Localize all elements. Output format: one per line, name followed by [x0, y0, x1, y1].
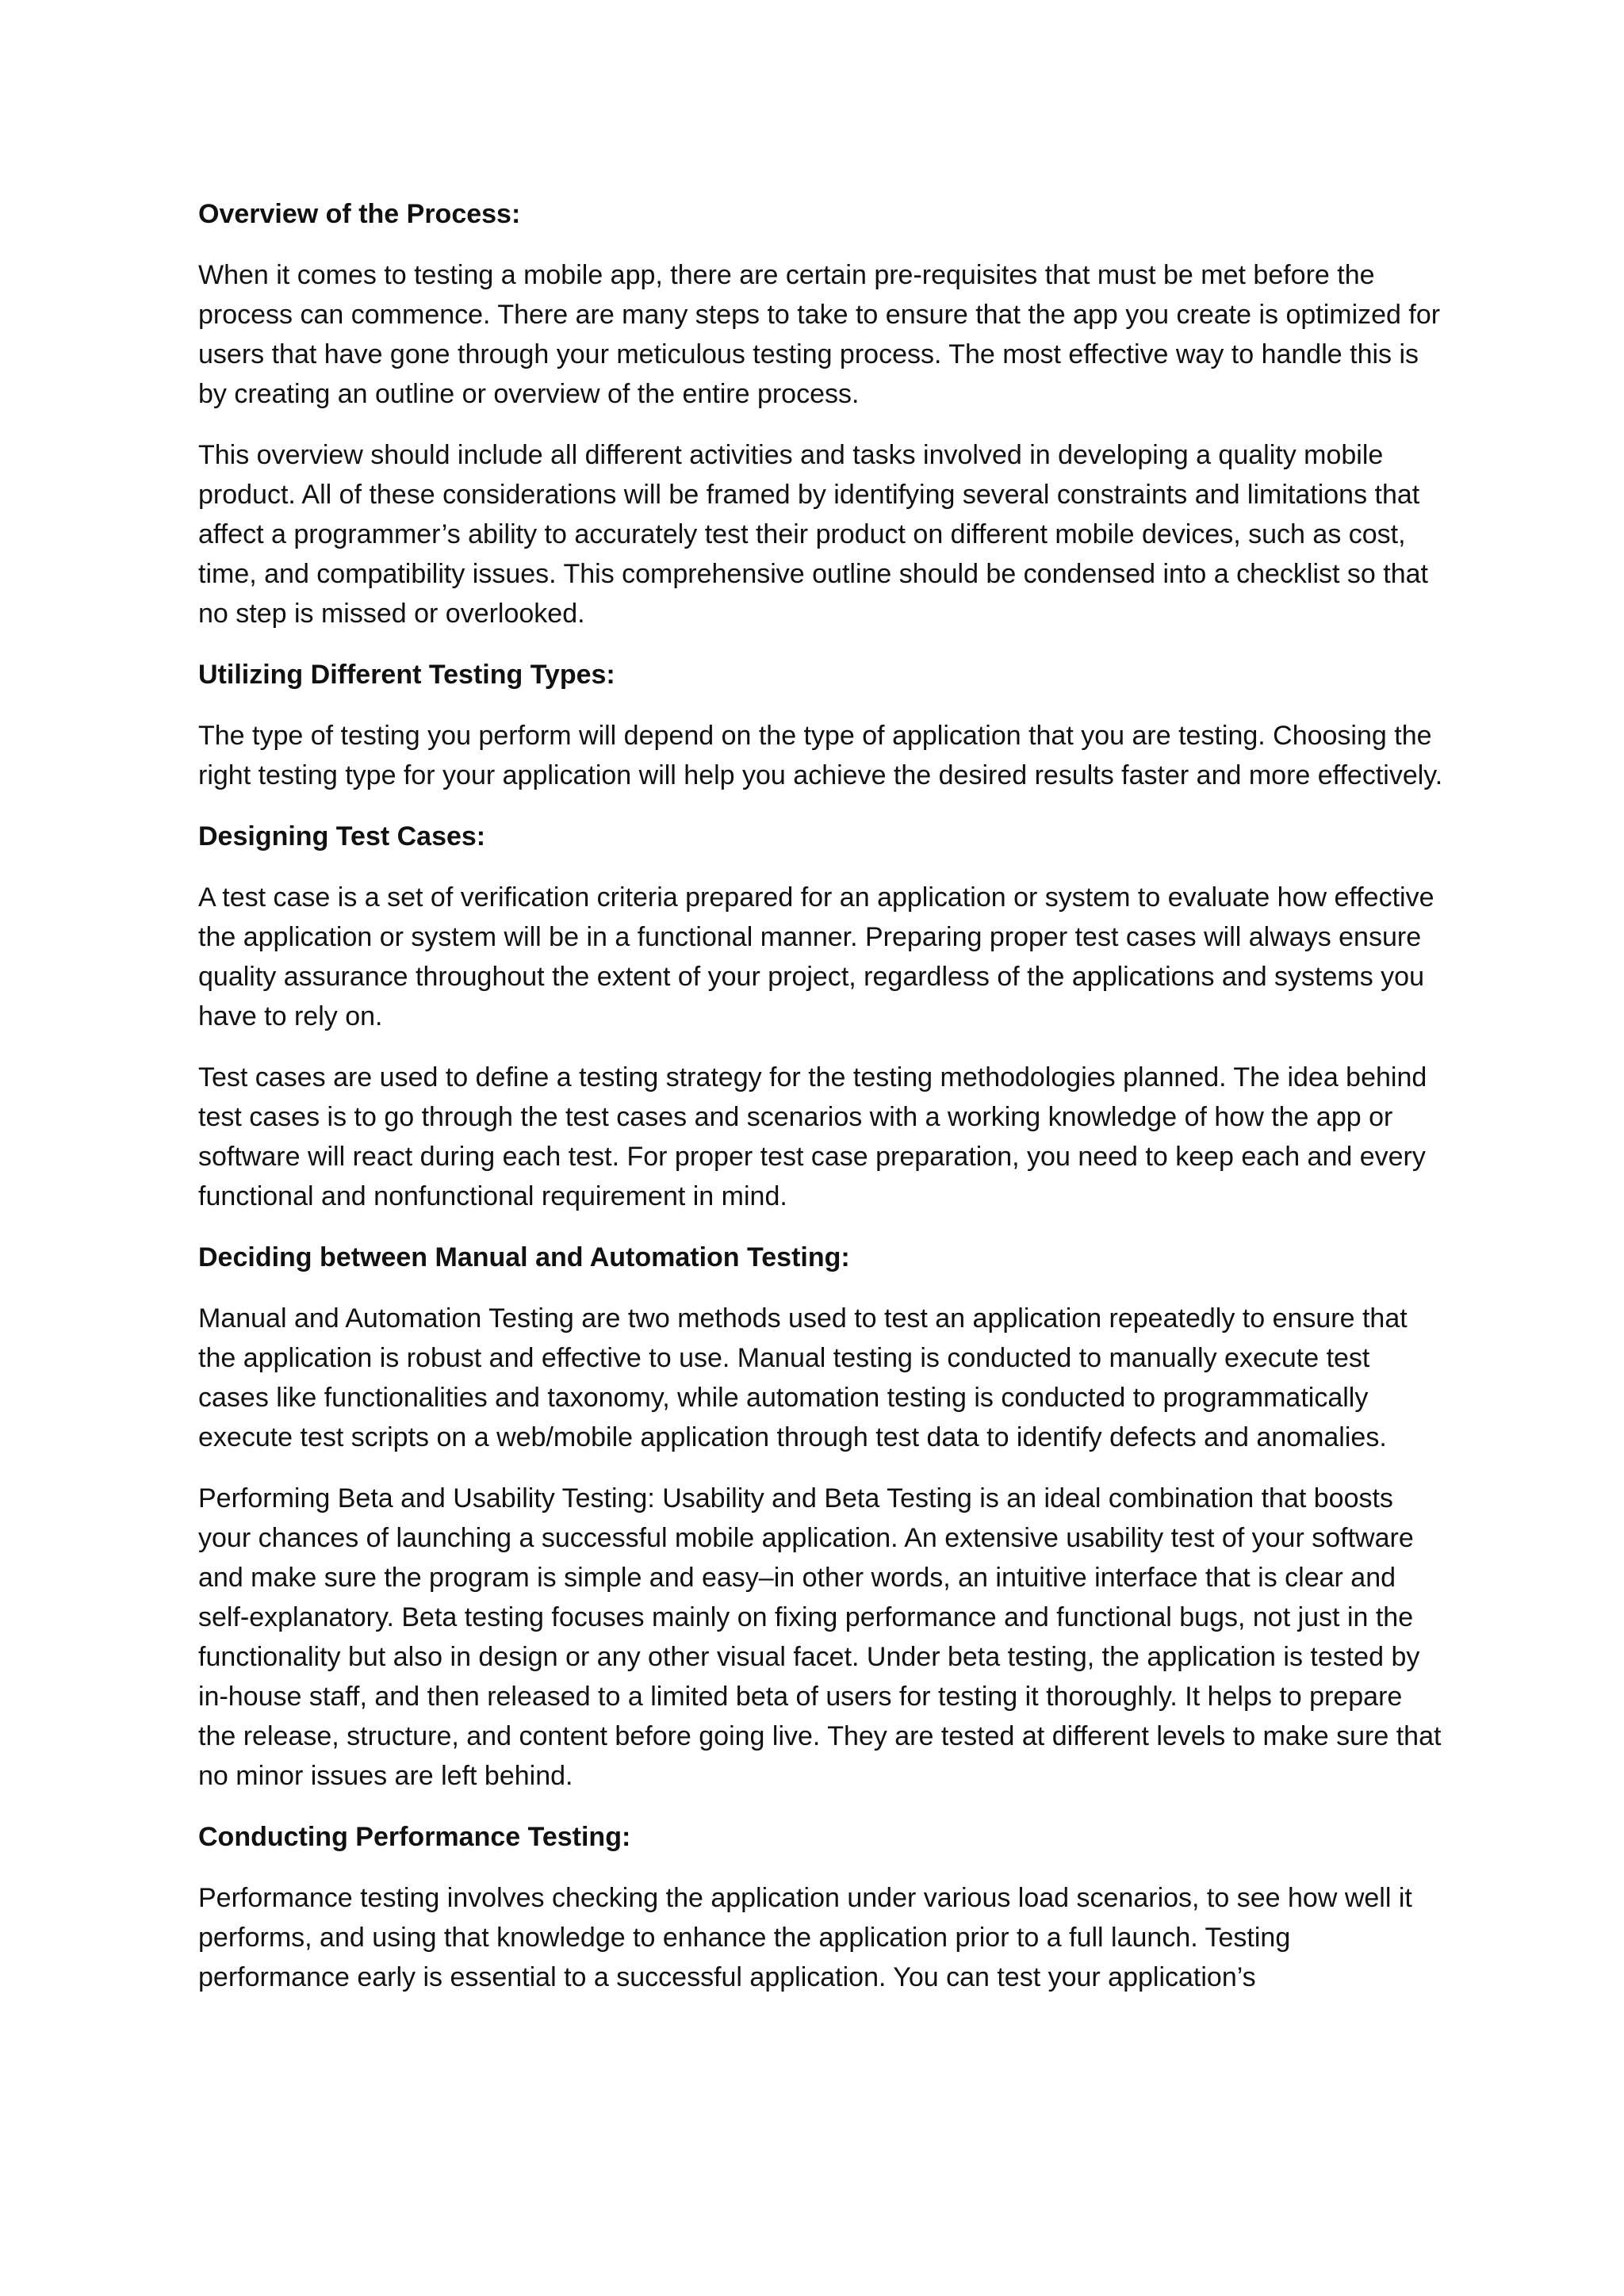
paragraph: A test case is a set of verification criteria prepared for an application or system to evaluate how effective the application or system will be in a functional manner. Preparing proper test cases will always ensure quality assurance throughout the extent of your project, regardless of the applications and systems you have to rely on. [198, 882, 1434, 1031]
section-test-cases [198, 817, 1443, 1216]
section-heading: Utilizing Different Testing Types: [198, 660, 615, 690]
paragraph: Performance testing involves checking the application under various load scenarios, to see how well it performs, and using that knowledge to enhance the application prior to a full launch. Testing performance early is essential to a successful application. You can test your application’s [198, 1883, 1412, 1992]
paragraph: When it comes to testing a mobile app, there are certain pre-requisites that must be met before the process can commence. There are many steps to take to ensure that the app you create is optimized for users that have gone through your meticulous testing process. The most effective way to handle this is by creating an outline or overview of the entire process. [198, 260, 1441, 409]
section-heading: Conducting Performance Testing: [198, 1822, 631, 1852]
document-body [198, 194, 1443, 2019]
paragraph: The type of testing you perform will depend on the type of application that you are testing. Choosing the right testing type for your application will help you achieve the desired results faster and more effectively. [198, 721, 1443, 790]
paragraph: Performing Beta and Usability Testing: Usability and Beta Testing is an ideal combination that boosts your chances of launching a successful mobile application. An extensive usability test of your software and make sure the program is simple and easy–in other words, an intuitive interface that is clear and self-explanatory. Beta testing focuses mainly on fixing performance and functional bugs, not just in the functionality but also in design or any other visual facet. Under beta testing, the application is tested by in-house staff, and then released to a limited beta of users for testing it thoroughly. It helps to prepare the release, structure, and content before going live. They are tested at different levels to make sure that no minor issues are left behind. [198, 1483, 1442, 1791]
section-heading: Deciding between Manual and Automation Testing: [198, 1242, 850, 1272]
section-overview [198, 194, 1443, 633]
paragraph: Manual and Automation Testing are two methods used to test an application repeatedly to ensure that the application is robust and effective to use. Manual testing is conducted to manually execute test cases like functionalities and taxonomy, while automation testing is conducted to programmatically execute test scripts on a web/mobile application through test data to identify defects and anomalies. [198, 1303, 1408, 1452]
section-heading: Designing Test Cases: [198, 821, 486, 851]
paragraph: Test cases are used to define a testing strategy for the testing methodologies planned. The idea behind test cases is to go through the test cases and scenarios with a working knowledge of how the app or software will react during each test. For proper test case preparation, you need to keep each and every functional and nonfunctional requirement in mind. [198, 1062, 1427, 1211]
section-testing-types [198, 655, 1443, 795]
paragraph: This overview should include all different activities and tasks involved in developing a quality mobile product. All of these considerations will be framed by identifying several constraints and limitations that affect a programmer’s ability to accurately test their product on different mobile devices, such as cost, time, and compatibility issues. This comprehensive outline should be condensed into a checklist so that no step is missed or overlooked. [198, 440, 1429, 629]
section-heading: Overview of the Process: [198, 199, 521, 229]
section-manual-automation [198, 1238, 1443, 1796]
section-performance [198, 1817, 1443, 1997]
